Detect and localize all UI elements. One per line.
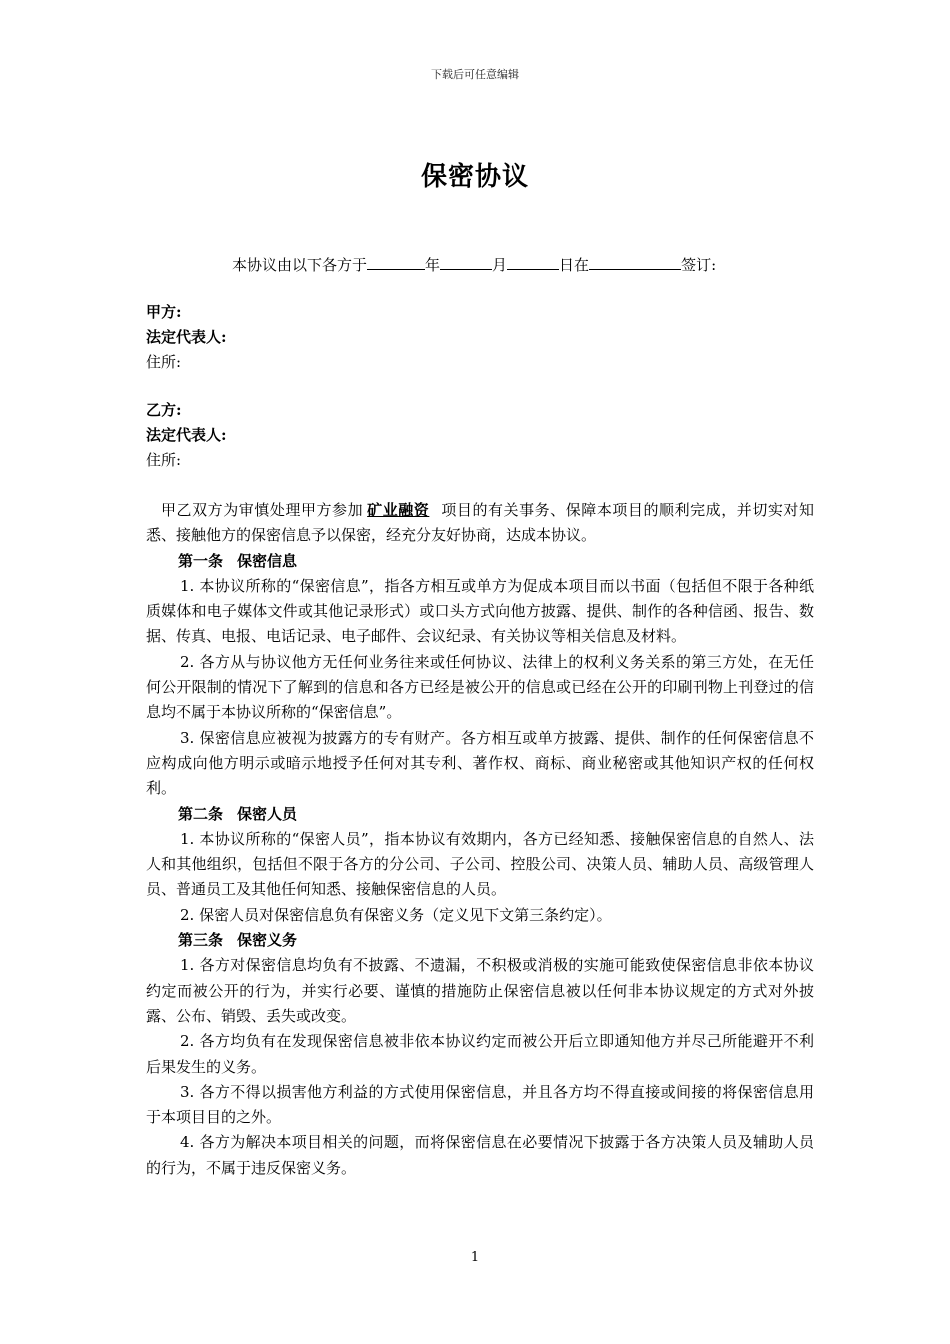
party-b-rep-label: 法定代表人: [146, 426, 227, 444]
header-note: 下载后可任意编辑 [431, 68, 519, 81]
article-title: 保密人员 [237, 804, 298, 823]
article-2-heading [146, 802, 814, 827]
article-number: 第三条 [178, 931, 224, 950]
intro-after: 项目的有关事务、保障本项目的顺利完成，并切实对知悉、接触他方的保密信息予以保密，经充分友好协商，达成本协议。 [146, 501, 814, 545]
article-3-clause-2: 2. 各方均负有在发现保密信息被非依本协议约定而被公开后立即通知他方并尽己所能避开不利后果发生的义务。 [146, 1032, 814, 1076]
article-title: 保密信息 [237, 551, 298, 570]
signing-day: 日在 [559, 256, 590, 274]
article-3-clause-1: 1. 各方对保密信息均负有不披露、不遗漏，不积极或消极的实施可能致使保密信息非依本协议约定而被公开的行为，并实行必要、谨慎的措施防止保密信息被以任何非本协议规定的方式对外披露、公布、销毁、丢失或改变。 [146, 956, 814, 1025]
article-1-clause-2: 2. 各方从与协议他方无任何业务往来或任何协议、法律上的权利义务关系的第三方处，在无任何公开限制的情况下了解到的信息和各方已经是被公开的信息或已经在公开的印刷刊物上刊登过的信息均不属于本协议所称的“保密信息”。 [146, 652, 814, 722]
article-1-clause-3: 3. 保密信息应被视为披露方的专有财产。各方相互或单方披露、提供、制作的任何保密信息不应构成向他方明示或暗示地授予任何对其专利、著作权、商标、商业秘密或其他知识产权的任何权利。 [146, 728, 814, 798]
article-1-clause-1: 1. 本协议所称的“保密信息”，指各方相互或单方为促成本项目而以书面（包括但不限于各种纸质媒体和电子媒体文件或其他记录形式）或口头方式向他方披露、提供、制作的各种信函、报告、数据、传真、电报、电话记录、电子邮件、会议纪录、有关协议等相关信息及材料。 [146, 576, 814, 646]
signing-prefix: 本协议由以下各方于 [232, 256, 368, 274]
document-title: 保密协议 [420, 162, 529, 192]
agreement-body [146, 498, 814, 1181]
party-a-block [146, 300, 227, 375]
party-b-label: 乙方: [146, 401, 182, 419]
article-2-clause-1: 1. 本协议所称的“保密人员”，指本协议有效期内，各方已经知悉、接触保密信息的自然人、法人和其他组织，包括但不限于各方的分公司、子公司、控股公司、决策人员、辅助人员、高级管理人员、普通员工及其他任何知悉、接触保密信息的人员。 [146, 829, 814, 899]
blank-day-field [507, 255, 559, 270]
signing-suffix: 签订: [681, 256, 717, 274]
party-b-block [146, 398, 227, 473]
article-number: 第一条 [178, 551, 224, 570]
party-a-label: 甲方: [146, 303, 182, 321]
blank-place-field [589, 255, 681, 270]
article-1-heading [146, 549, 814, 574]
article-2-clause-2: 2. 保密人员对保密信息负有保密义务（定义见下文第三条约定）。 [180, 905, 612, 924]
article-3-clause-4: 4. 各方为解决本项目相关的问题，而将保密信息在必要情况下披露于各方决策人员及辅助人员的行为，不属于违反保密义务。 [146, 1133, 814, 1177]
article-number: 第二条 [178, 804, 224, 823]
blank-month-field [440, 255, 492, 270]
blank-year-field [367, 255, 425, 270]
article-3-heading [146, 928, 814, 953]
party-a-address-label: 住所: [146, 353, 182, 371]
intro-paragraph [146, 498, 814, 549]
article-3-clause-3: 3. 各方不得以损害他方利益的方式使用保密信息，并且各方均不得直接或间接的将保密信息用于本项目目的之外。 [146, 1082, 814, 1127]
intro-before: 甲乙双方为审慎处理甲方参加 [161, 501, 364, 519]
page-number: 1 [470, 1250, 480, 1265]
signing-month: 月 [492, 256, 508, 274]
party-a-rep-label: 法定代表人: [146, 328, 227, 346]
signing-line [232, 254, 716, 275]
article-title: 保密义务 [237, 931, 298, 950]
project-name: 矿业融资 [367, 501, 430, 519]
signing-year: 年 [425, 256, 441, 274]
party-b-address-label: 住所: [146, 451, 182, 469]
